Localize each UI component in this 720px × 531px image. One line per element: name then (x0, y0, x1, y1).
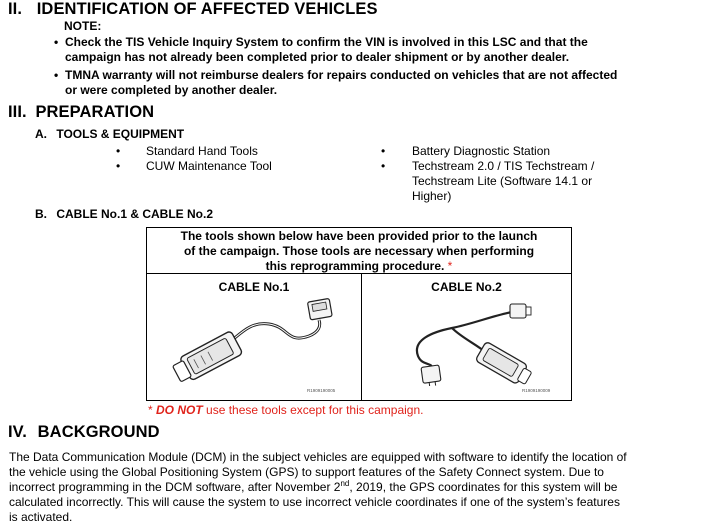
background-line1: The Data Communication Module (DCM) in the subject vehicles are equipped with software to identify the location of (9, 450, 627, 464)
subsection-b-letter: B. (35, 207, 47, 221)
background-line3-sup: nd (340, 479, 350, 488)
tool-item-techstream (412, 159, 672, 204)
cable-table (146, 227, 572, 401)
cable-header-line1: The tools shown below have been provided prior to the launch (180, 229, 538, 243)
background-line3a: incorrect programming in the DCM software, after November 2 (9, 480, 341, 494)
tool-bullet: • (116, 159, 121, 173)
background-line3 (9, 480, 715, 495)
techstream-line3: Higher) (412, 189, 452, 203)
section-iv-number: IV. (8, 423, 27, 441)
tool-bullet: • (381, 159, 386, 173)
caution-asterisk: * (148, 403, 157, 417)
cable-header-line3: this reprogramming procedure. (265, 259, 445, 273)
cable-header-line3-wrap (147, 259, 571, 274)
cable-1-code: R1909190005 (307, 388, 336, 393)
section-iii-title: PREPARATION (35, 103, 155, 121)
section-iii-heading (8, 103, 154, 122)
subsection-b-title: CABLE No.1 & CABLE No.2 (56, 207, 214, 221)
cable-header-line2: of the campaign. Those tools are necessary when performing (183, 244, 535, 258)
cable-2-title: CABLE No.2 (431, 280, 502, 294)
cable-table-header (147, 228, 571, 274)
bullet-dot: • (54, 35, 59, 49)
section-iv-title: BACKGROUND (37, 423, 160, 441)
tool-bullet: • (116, 144, 121, 158)
background-line4: calculated incorrectly. This will cause the system to use incorrect vehicle coordinates if one of the system’s features (9, 495, 620, 509)
cable-2-illustration (392, 296, 562, 386)
section-ii-title: IDENTIFICATION OF AFFECTED VEHICLES (36, 0, 378, 18)
caution-do-not: DO NOT (156, 403, 203, 417)
tool-bullet: • (381, 144, 386, 158)
tool-item-cuw-maintenance-tool: CUW Maintenance Tool (146, 159, 272, 173)
background-paragraph (9, 450, 715, 525)
note-bullet-1-line1: Check the TIS Vehicle Inquiry System to confirm the VIN is involved in this LSC and that the (65, 35, 588, 49)
note-bullet-2 (54, 68, 720, 98)
background-line2: the vehicle using the Global Positioning System (GPS) to support features of the Safety Connect system. Due to (9, 465, 604, 479)
cable-2-code: R1909190009 (522, 388, 551, 393)
cable-1-cell (147, 274, 362, 400)
note-bullet-1-line2: campaign has not already been completed prior to dealer shipment or by another dealer. (65, 50, 570, 64)
tool-item-standard-hand-tools: Standard Hand Tools (146, 144, 258, 158)
techstream-line2: Techstream Lite (Software 14.1 or (412, 174, 593, 188)
background-line3b: , 2019, the GPS coordinates for this system will be (349, 480, 618, 494)
note-bullet-1 (54, 35, 720, 65)
techstream-line1: Techstream 2.0 / TIS Techstream / (412, 159, 595, 173)
caution-note (148, 403, 423, 417)
section-ii-heading (8, 0, 378, 19)
subsection-a-title: TOOLS & EQUIPMENT (56, 127, 185, 141)
section-iii-number: III. (8, 103, 27, 121)
note-bullet-2-line1: TMNA warranty will not reimburse dealers for repairs conducted on vehicles that are not affected (65, 68, 618, 82)
cable-1-illustration (169, 296, 339, 386)
bullet-dot: • (54, 68, 59, 82)
cable-header-asterisk: * (444, 259, 453, 273)
note-label: NOTE: (64, 19, 102, 33)
background-line5: is activated. (9, 510, 73, 524)
caution-text: use these tools except for this campaign. (202, 403, 424, 417)
section-iv-heading (8, 423, 160, 442)
tool-item-battery-diagnostic-station: Battery Diagnostic Station (412, 144, 551, 158)
note-bullet-2-line2: or were completed by another dealer. (65, 83, 278, 97)
cable-1-title: CABLE No.1 (218, 280, 290, 294)
subsection-b-heading (35, 207, 213, 221)
cable-2-cell (362, 274, 571, 400)
subsection-a-heading (35, 127, 184, 141)
section-ii-number: II. (8, 0, 23, 18)
subsection-a-letter: A. (35, 127, 47, 141)
